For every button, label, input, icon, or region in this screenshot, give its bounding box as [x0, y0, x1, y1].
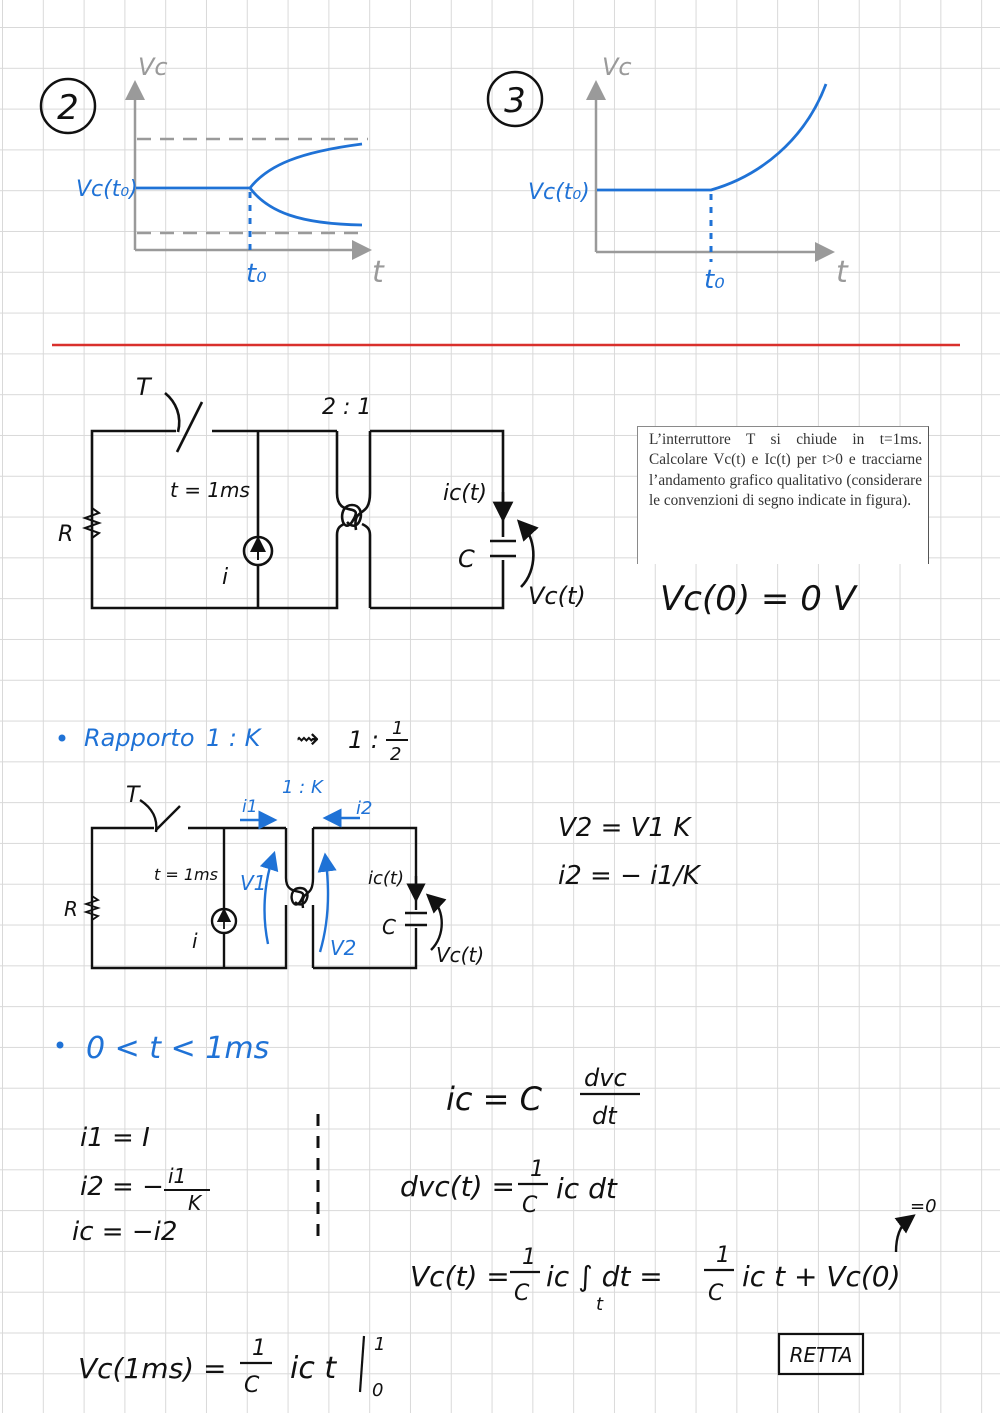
graph-3-curve — [597, 84, 826, 190]
circuit-2-resistor-label: R — [64, 897, 78, 921]
circuit-1-transformer — [337, 431, 370, 608]
circuit-1-switch-arrow — [165, 393, 179, 432]
circuit-2-i1-label: i1 — [242, 797, 258, 817]
circuit-1-right-bottom — [370, 560, 503, 608]
problem-statement — [637, 426, 929, 564]
bottom-eq-num: 1 — [252, 1336, 266, 1361]
circuit-1-source-label: i — [222, 565, 229, 590]
circuit-2-left-wire — [92, 828, 286, 968]
ratio-note-specific — [296, 718, 408, 765]
graph-3-level-label: Vc(t₀) — [528, 180, 590, 205]
right-eq1-den: dt — [592, 1102, 617, 1130]
graph-3-x-axis-label: t — [836, 255, 848, 290]
left-equations — [72, 1123, 210, 1247]
retta-badge: RETTA — [789, 1343, 853, 1367]
circuit-2-v2-label: V2 — [330, 936, 357, 960]
right-eq2-den: C — [522, 1193, 538, 1218]
left-eq-i2-num: i1 — [168, 1164, 187, 1188]
graph-2-level-label: Vc(t₀) — [76, 177, 138, 202]
bottom-eq-den: C — [244, 1373, 260, 1398]
circuit-2-switch-label: T — [126, 783, 140, 808]
circuit-2-switch-time: t = 1ms — [154, 865, 218, 884]
circuit-2-source-label: i — [192, 929, 198, 953]
graph-2-curve — [136, 144, 362, 225]
right-eq2-rhs: ic dt — [556, 1172, 617, 1205]
circuit-2-voltage-label: Vc(t) — [436, 943, 485, 967]
circuit-1-labels — [58, 373, 586, 610]
interval-bullet — [57, 1042, 64, 1049]
circuit-1-left-wire — [92, 431, 337, 608]
ratio-note-label: Rapporto — [84, 724, 195, 752]
transformer-eq-current: i2 = − i1/K — [558, 861, 700, 891]
right-eq3-num2: 1 — [716, 1243, 730, 1268]
circuit-2-i2-label: i2 — [356, 798, 373, 819]
bottom-eq-rhs: ic t — [290, 1351, 337, 1386]
left-eq-i2-den: K — [188, 1191, 202, 1215]
right-eq2-num: 1 — [530, 1157, 544, 1182]
right-eq3-num: 1 — [522, 1245, 536, 1270]
circuit-2-capacitor-label: C — [382, 915, 396, 939]
right-eq3-note: =0 — [910, 1196, 937, 1217]
ratio-note-specific-lead: 1 : — [348, 726, 379, 754]
right-eq3-mid: ic ∫ dt = — [546, 1260, 663, 1293]
left-eq-i1: i1 = I — [80, 1123, 150, 1153]
graph-2-number: 2 — [57, 88, 79, 128]
bottom-eq-lhs: Vc(1ms) = — [78, 1352, 227, 1385]
right-eq1-num: dvc — [584, 1064, 627, 1092]
graph-2-y-axis-label: Vc — [138, 53, 168, 81]
graph-3-y-axis-label: Vc — [602, 53, 632, 81]
circuit-1-switch-label: T — [136, 373, 151, 401]
circuit-1-voltage-arrow — [521, 527, 533, 587]
circuit-2-v1-label: V1 — [240, 871, 267, 895]
graph-2-x-axis-label: t — [372, 255, 384, 290]
circuit-1-switch-time: t = 1ms — [170, 478, 250, 502]
right-eq3-lhs: Vc(t) = — [410, 1260, 510, 1293]
ratio-note-bullet — [59, 735, 66, 742]
circuit-2-switch-blade — [156, 806, 180, 830]
right-eq1-lhs: ic = C — [446, 1080, 542, 1118]
circuit-1-switch-blade — [177, 402, 202, 452]
bottom-eq-upper: 1 — [374, 1334, 386, 1355]
right-equations — [400, 1064, 937, 1315]
bottom-eq-lower: 0 — [372, 1380, 384, 1401]
bottom-equation — [78, 1334, 385, 1401]
circuit-1-voltage-label: Vc(t) — [528, 582, 586, 610]
right-eq3-den2: C — [708, 1281, 724, 1306]
right-eq3-lower: t — [596, 1294, 604, 1315]
ratio-note-arrow: ⇝ — [296, 722, 320, 755]
transformer-equations — [558, 813, 702, 891]
ratio-note-denominator: 2 — [390, 744, 402, 765]
graph-3 — [488, 53, 849, 295]
graph-2-time-label: t₀ — [246, 259, 267, 289]
circuit-1-resistor-label: R — [58, 522, 74, 547]
circuit-2-current-label: ic(t) — [368, 868, 404, 889]
circuit-2-transformer — [286, 828, 313, 968]
graph-3-time-label: t₀ — [704, 265, 725, 295]
ratio-note-numerator: 1 — [392, 718, 404, 739]
right-eq3-note-arrow — [896, 1220, 908, 1252]
graph-2 — [41, 53, 385, 290]
circuit-2-labels — [64, 777, 484, 967]
circuit-1-current-label: ic(t) — [443, 481, 487, 506]
right-eq3-rhs: ic t + Vc(0) — [742, 1260, 901, 1293]
bottom-eq-eval-bar — [360, 1336, 364, 1392]
graph-3-number: 3 — [504, 81, 526, 121]
right-eq2-lhs: dvc(t) = — [400, 1170, 515, 1203]
circuit-2-right-bottom — [313, 928, 416, 968]
ratio-note-general: 1 : K — [206, 724, 261, 752]
right-eq3-den: C — [514, 1281, 530, 1306]
circuit-2-v2-arrow — [320, 862, 328, 952]
circuit-1-capacitor-label: C — [458, 545, 475, 573]
interval-heading — [57, 1031, 270, 1066]
initial-condition: Vc(0) = 0 V — [660, 579, 856, 619]
problem-statement-text: L’interruttore T si chiude in t=1ms. Calcolare Vc(t) e Ic(t) per t>0 e tracciarne l’andamento grafico qualitativo (considerare le convenzioni di segno indicate in figura). — [649, 431, 922, 510]
circuit-2-ratio-label: 1 : K — [282, 777, 323, 798]
circuit-1-ratio-label: 2 : 1 — [322, 395, 372, 420]
transformer-eq-voltage: V2 = V1 K — [558, 813, 691, 843]
left-eq-i2-lhs: i2 = − — [80, 1172, 164, 1202]
interval-label: 0 < t < 1ms — [86, 1031, 270, 1066]
left-eq-ic: ic = −i2 — [72, 1217, 178, 1247]
ratio-note — [59, 724, 263, 752]
